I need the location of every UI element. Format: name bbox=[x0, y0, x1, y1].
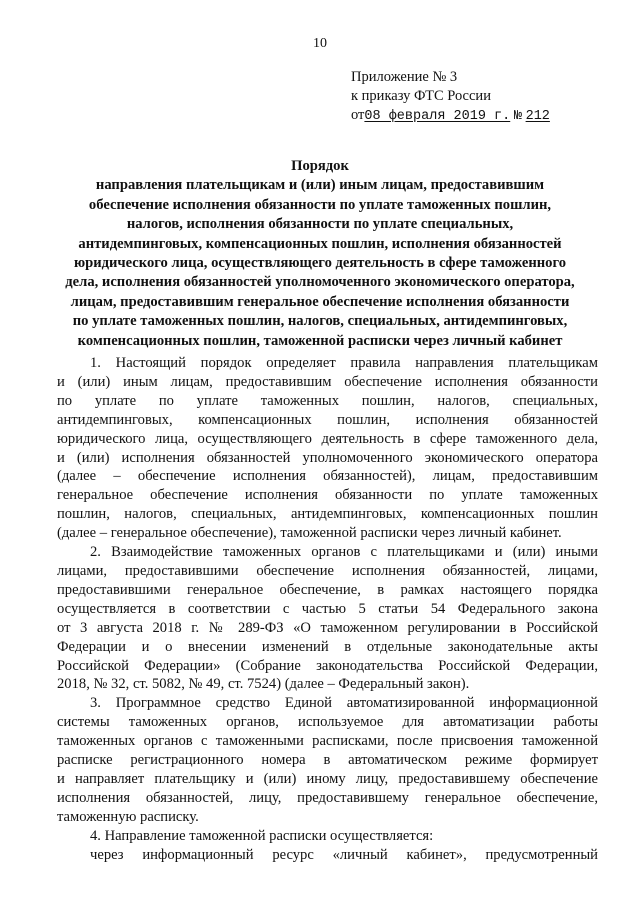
paragraph bbox=[57, 846, 598, 865]
paragraph-line: через информационный ресурс «личный кабинет», предусмотренный bbox=[90, 846, 598, 863]
paragraph-line: пошлин, налогов, специальных, антидемпинговых, компенсационных пошлин bbox=[57, 506, 598, 523]
paragraph-line: от 3 августа 2018 г. № 289-ФЗ «О таможенном регулировании в Российской bbox=[57, 619, 598, 636]
title-line: антидемпинговых, компенсационных пошлин, исполнения обязанностей bbox=[78, 235, 562, 252]
paragraph-line: 3. Программное средство Единой автоматизированной информационной bbox=[90, 695, 598, 712]
page-number: 10 bbox=[313, 36, 327, 51]
paragraph bbox=[57, 543, 598, 694]
paragraph-line: осуществляется в соответствии с частью 5 статьи 54 Федерального закона bbox=[57, 600, 598, 617]
title-lines bbox=[60, 176, 580, 351]
paragraph-line: Федерации и о внесении изменений в отдельные законодательные акты bbox=[57, 638, 598, 655]
appendix-date-prefix: от bbox=[351, 107, 365, 123]
paragraph-line: таможенную расписку. bbox=[57, 808, 199, 825]
paragraph-line: по уплате по уплате таможенных пошлин, налогов, специальных, bbox=[57, 392, 598, 409]
paragraph-line: таможенных органов с таможенными расписками, после присвоения таможенной bbox=[57, 733, 598, 750]
paragraph-line: и направляет плательщику и (или) иному лицу, предоставившему обеспечение bbox=[57, 770, 598, 787]
appendix-date: 08 февраля 2019 г. bbox=[364, 109, 511, 124]
title-line: направления плательщикам и (или) иным лицам, предоставившим bbox=[95, 177, 545, 194]
paragraph-line: расписке регистрационного номера в автоматическом режиме формирует bbox=[57, 752, 598, 769]
title-line: обеспечение исполнения обязанности по уплате таможенных пошлин, bbox=[88, 196, 552, 213]
paragraph-line: 1. Настоящий порядок определяет правила направления плательщикам bbox=[90, 355, 598, 371]
title-line: налогов, исполнения обязанности по уплате специальных, bbox=[126, 216, 514, 233]
appendix-number-label: № bbox=[513, 109, 522, 124]
title-heading: Порядок bbox=[291, 158, 349, 174]
paragraph-line: 2. Взаимодействие таможенных органов с плательщиками и (или) иными bbox=[90, 544, 598, 561]
paragraph-line: 2018, № 32, ст. 5082, № 49, ст. 7524) (далее – Федеральный закон). bbox=[57, 676, 470, 693]
paragraph-line: исполнения обязанностей, лицу, предоставившему генеральное обеспечение, bbox=[57, 789, 598, 806]
appendix-line-1: Приложение № 3 bbox=[351, 69, 458, 85]
document-body bbox=[57, 354, 598, 864]
paragraph-line: генеральное обеспечение исполнения обязанности по уплате таможенных bbox=[57, 487, 598, 504]
paragraph bbox=[57, 827, 598, 846]
title-line: лицам, предоставившим генеральное обеспечение исполнения обязанности bbox=[70, 293, 570, 310]
paragraph-line: и (или) исполнения обязанностей уполномоченного экономического оператора bbox=[57, 449, 598, 466]
paragraph-line: антидемпинговых, компенсационных пошлин, исполнения обязанностей bbox=[57, 411, 598, 428]
appendix-number: 212 bbox=[525, 109, 550, 124]
paragraph-line: предоставившими генеральное обеспечение, в рамках настоящего порядка bbox=[57, 581, 598, 598]
paragraph-line: и (или) иным лицам, предоставившим обеспечение исполнения обязанности bbox=[57, 373, 598, 390]
paragraph bbox=[57, 694, 598, 826]
title-line: дела, исполнения обязанностей уполномоченного экономического оператора, bbox=[65, 274, 575, 291]
appendix-line-2: к приказу ФТС России bbox=[351, 88, 491, 104]
appendix-block bbox=[351, 68, 550, 126]
paragraph-line: системы таможенных органов, используемое для автоматизации работы bbox=[57, 714, 598, 731]
paragraph-line: (далее – генеральное обеспечение), таможенной расписки через личный кабинет. bbox=[57, 525, 562, 542]
paragraph-line: Российской Федерации» (Собрание законодательства Российской Федерации, bbox=[57, 657, 598, 674]
title-line: компенсационных пошлин, таможенной расписки через личный кабинет bbox=[77, 332, 563, 349]
paragraph-line: (далее – обеспечение исполнения обязанностей), лицам, предоставившим bbox=[57, 468, 598, 485]
document-title bbox=[60, 157, 580, 351]
title-line: юридического лица, осуществляющего деятельность в сфере таможенного bbox=[73, 255, 567, 272]
paragraph-line: 4. Направление таможенной расписки осуществляется: bbox=[90, 827, 434, 844]
paragraph bbox=[57, 354, 598, 543]
paragraph-line: лицами, предоставившими обеспечение исполнения обязанностей, лицами, bbox=[57, 562, 598, 579]
title-line: по уплате таможенных пошлин, налогов, специальных, антидемпинговых, bbox=[72, 313, 568, 330]
appendix-line-3 bbox=[351, 106, 550, 126]
paragraph-line: юридического лица, осуществляющего деятельность в сфере таможенного дела, bbox=[57, 430, 598, 447]
